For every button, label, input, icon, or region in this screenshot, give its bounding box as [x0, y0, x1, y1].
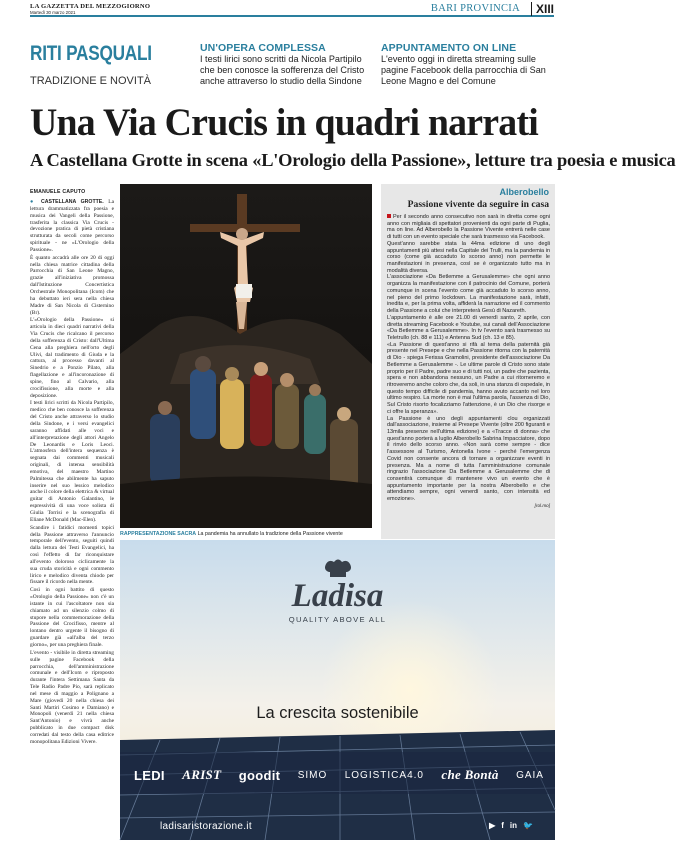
- ad-brand-strip: [134, 767, 544, 783]
- teaser-appuntamento: [381, 42, 556, 87]
- advertisement[interactable]: [120, 540, 555, 840]
- bullet-icon: ●: [30, 199, 37, 205]
- masthead: [30, 3, 554, 17]
- sidebar-title: Passione vivente da seguire in casa: [407, 199, 549, 210]
- teaser-title: APPUNTAMENTO ON LINE: [381, 42, 517, 54]
- photo-caption: [120, 531, 372, 537]
- ad-tagline: QUALITY ABOVE ALL: [288, 615, 387, 624]
- kicker-title: RITI PASQUALI: [30, 42, 152, 65]
- sidebar-paragraph: «La Passione di quest'anno si rifà al tema della paternità già presente nel Presepe e che nella Passione ritorna con la paternità di Dio - spiega Ferissa Gramolini, presidente dell'associazione Da Betlemme a Gerusalemme -. Le ultime parole di Cristo sono state proprio per il Padre, padre suo e di tutti noi, un padre che pazienta, spera e non abbandona nessuno, un Padre a cui ritorneremo e ritroveremo anche coloro che, da soli, in una stanza di ospedale, in questo tempo difficile di pandemia, hanno avuto accanto nel loro ultimo respiro. La morte non è mai l'ultima parola, l'assenza di Dio, Sul Cristo risorto focalizziamo l'attenzione, è un Dio che risorge e ci offre la speranza».: [387, 341, 550, 415]
- teaser-text: I testi lirici sono scritti da Nicola Partipilo che ben conosce la sofferenza del Cristo anche attraverso lo studio della Sindone: [200, 54, 365, 86]
- article-paragraph: I testi lirici scritti da Nicola Partipilo, medico che ben conosce la sofferenza del Cristo anche attraverso lo studio della Sindone, e i versi evangelici saranno affidati alle voci e all'interpretazione degli attori Angelo De Leonardis e Loris Leoci. L'atmosfera dell'intera sequenza è segnata dai commenti musicali originali, di intensa sensibilità emotiva, del maestro Martino Palmitessa che abilmente ha saputo inserire nel suo lessico melodico anche il colore della elettrica & virtual guitar di Antonio Galantino, le espressività di una voce solista di Giulia Torrisi e la scenografia di Eliane McDonald (Mac-Elen).: [30, 400, 114, 523]
- article-paragraph: L'evento - visibile in diretta streaming sulle pagine Facebook della parrocchia, dell'amministrazione comunale e dell'Icom e riproposto durante l'intera Settimana Santa da Tele Radio Padre Pio, sarà replicato nel mese di maggio a Polignano a Mare (giovedì 20 nella chiesa dei Santi Martiri Cosimo e Damiano) e Monopoli (venerdì 21 nella chiesa Sant'Antonio) e vivrà anche pubblicato in due compact disk corredati dal testo della casa editrice monopolitana Edizioni Vivere.: [30, 649, 114, 745]
- dateline: CASTELLANA GROTTE.: [41, 199, 104, 205]
- byline: EMANUELE CAPUTO: [30, 189, 86, 195]
- brand-logo: LOGISTICA4.0: [344, 769, 424, 781]
- caption-label: RAPPRESENTAZIONE SACRA: [120, 531, 197, 537]
- sidebar-kicker: Alberobello: [499, 187, 549, 197]
- sidebar-box: [381, 184, 555, 539]
- brand-logo: goodit: [238, 767, 281, 783]
- caption-text: La pandemia ha annullato la tradizione della Passione vivente: [197, 531, 343, 537]
- article-paragraph: Scandire i fatidici momenti topici della Passione attraverso l'annuncio temporale dell'evento, seguiti quindi dalla lettura dei Testi Evangelici, ha così l'effetto di far riconquistare all'evento doloroso ciclicamente la sua cruda storicità e ogni commento lirico e melodico diventa chiodo per fissare il ricordo nella mente.: [30, 524, 114, 586]
- article-body: [30, 199, 114, 747]
- facebook-icon[interactable]: f: [501, 821, 504, 830]
- sidebar-body: [387, 214, 550, 510]
- social-links: [489, 821, 533, 830]
- brand-logo: ARIST: [182, 767, 222, 782]
- linkedin-icon[interactable]: in: [509, 821, 518, 830]
- article-paragraph: È quanto accadrà alle ore 20 di oggi nella chiesa matrice cittadina della Parrocchia di San Leone Magno, grazie all'iniziativa promossa dall'Istituzione Concertistica Orchestrale Monopolitana (Icom) che ha debuttato ieri sera nella chiesa Madre di San Nicola di Cisternino (Br).: [30, 254, 114, 316]
- ad-url-link[interactable]: ladisaristorazione.it: [160, 821, 252, 832]
- sidebar-paragraph: Per il secondo anno consecutivo non sarà in diretta come ogni anno con migliaia di spettatori provenienti da ogni parte di Puglia, ma on line. Ad Alberobello la Passione Vivente entrerà nelle case di tutti con un evento speciale che sarà trasmesso via Facebook.: [387, 214, 550, 241]
- sidebar-paragraph: Quest'anno sarebbe stata la 44ma edizione di uno degli appuntamenti più attesi nella Capitale dei Trulli, ma la pandemia in corso (come già accaduto lo scorso anno) non permette le manifestazioni in presenza, così se è organizzato tutto ma in modalità diversa.: [387, 240, 550, 274]
- brand-logo: LEDI: [134, 767, 165, 783]
- sidebar-paragraph: La Passione è uno degli appuntamenti clou organizzati dall'associazione, insieme al Presepe Vivente (oltre 200 figuranti e 13mila presenze nell'ultima edizione) e a «Tracce di donna» che quest'anno porterà a luglio Alberobello Sabrina Impacciatore, dopo il rinvio dello scorso anno. «Non sarà come sempre - dice l'assessore al Turismo, Antonella Ivone - perché l'emergenza Covid non consente ancora di tornare a organizzare eventi in presenza. Ma a nome di tutta l'amministrazione comunale ringrazio l'associazione Da Betlemme a Gerusalemme che di consentirà comunque di mantenere vivo un evento che è appuntamento importante per la nostra Alberobello e che attendiamo sempre, ogni venerdì santo, con intensità ed emozione».: [387, 415, 550, 503]
- headline: Una Via Crucis in quadri narrati: [30, 101, 539, 144]
- brand-logo: che Bontà: [441, 767, 499, 782]
- sidebar-paragraph: L'appuntamento è alle ore 21.00 di venerdì santo, 2 aprile, con diretta streaming Facebook e Youtube, sui canali dell'Associazione «Da Betlemme a Gerusalemme». In tv l'evento sarà trasmesso su Teletrullo (ch. 88 e 111) e Antenna Sud (ch. 13 e 85).: [387, 314, 550, 341]
- ad-brand-logo: Ladisa: [291, 578, 384, 614]
- subheadline: A Castellana Grotte in scena «L'Orologio della Passione», letture tra poesia e musica: [30, 150, 676, 170]
- kicker-subtitle: TRADIZIONE E NOVITÀ: [30, 75, 152, 87]
- sidebar-signature: [rol.mo]: [534, 502, 550, 508]
- section-name: BARI PROVINCIA: [430, 3, 520, 14]
- brand-logo: GAIA: [516, 769, 544, 781]
- teaser-text: L'evento oggi in diretta streaming sulle pagine Facebook della parrocchia di San Leone Magno e del Comune: [381, 54, 546, 86]
- crucifixion-photo: [120, 184, 372, 528]
- article-paragraph: L'«Orologio della Passione» si articola in dieci quadri narrativi della Via Crucis che ricalcano il percorso della sofferenza di Cristo: dall'Ultima Cena alla preghiera nell'orto degli Ulivi, dal tradimento di Giuda e la cattura, al processo davanti al Sinedrio e a Ponzio Pilato, alla flagellazione e all'incoronazione di spine, fino al Calvario, alla crocifissione, alla morte e alla deposizione.: [30, 317, 114, 399]
- article-paragraph: ● CASTELLANA GROTTE. La lettura drammatizzata fra poesia e musica dei Vangeli della Passione, trasferita la classica Via Crucis - devozione pratica di pietà cristiana strutturata da secoli come percorso spirituale - ne «L'Orologio della Passione».: [30, 199, 115, 253]
- teaser-title: UN'OPERA COMPLESSA: [200, 42, 326, 54]
- newspaper-name: LA GAZZETTA DEL MEZZOGIORNO: [30, 3, 151, 10]
- youtube-icon[interactable]: ▶: [489, 821, 496, 830]
- crucifixion-image: [120, 184, 372, 528]
- issue-date: Martedì 30 marzo 2021: [30, 10, 76, 15]
- page-number: XIII: [531, 2, 554, 16]
- ad-slogan: La crescita sostenibile: [256, 704, 419, 722]
- square-bullet-icon: [387, 214, 391, 218]
- teaser-opera: [200, 42, 375, 87]
- twitter-icon[interactable]: 🐦: [523, 821, 533, 830]
- sidebar-paragraph: L'associazione «Da Betlemme a Gerusalemme» che ogni anno organizza la manifestazione con il patrocinio del Comune, porterà comunque in scena l'evento come già accaduto lo scorso anno, nel pieno del primo lockdown. La manifestazione sarà, infatti, inedita e, per la prima volta, affiderà la narrazione ed il commento della Passione a colui che interpreterà Gesù di Nazareth.: [387, 274, 550, 315]
- article-paragraph: Così in ogni battito di questo «Orologio della Passione» non c'è un istante in cui l'ascoltatore non sia chiamato ad un silenzio colmo di stupore nella commemorazione della Passione del Crocifisso, mentre al lontano dentro urgente il bisogno di guardare già «all'alba del terzo giorno», per una preghiera finale.: [30, 587, 114, 648]
- brand-logo: SIMO: [297, 769, 328, 781]
